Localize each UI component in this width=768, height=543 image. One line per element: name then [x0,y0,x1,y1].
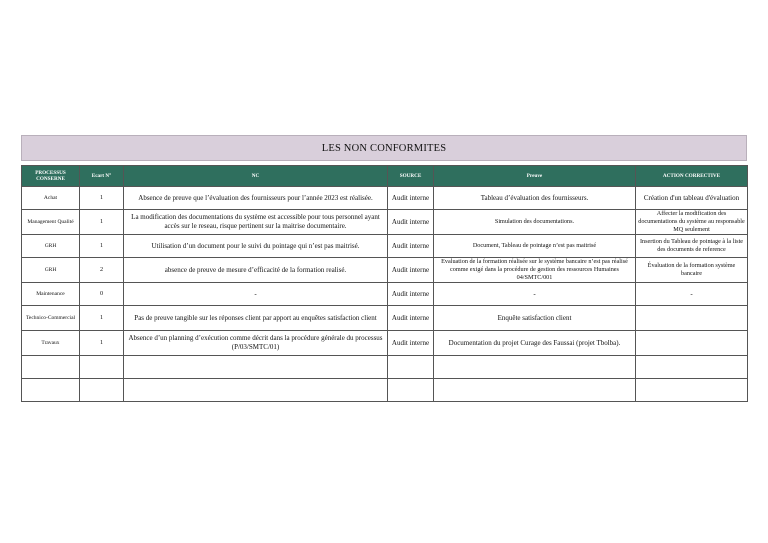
cell-nc: Pas de preuve tangible sur les réponses client par apport au enquêtes satisfaction client [124,306,388,331]
cell-processus: Technico-Commercial [22,306,80,331]
table-row [22,258,748,283]
cell-source: Audit interne [388,235,434,258]
nonconformity-sheet [21,135,747,402]
cell-nc: - [124,283,388,306]
cell-ecart: 1 [80,306,124,331]
table-row [22,235,748,258]
empty-row [22,379,748,402]
cell-source: Audit interne [388,331,434,356]
cell-preuve: Documentation du projet Curage des Faussai (projet Tbolba). [434,331,636,356]
cell-processus: GRH [22,235,80,258]
cell-ecart: 1 [80,235,124,258]
table-row [22,306,748,331]
cell-action: - [636,283,748,306]
table-row [22,210,748,235]
empty-row [22,356,748,379]
empty-cell [388,356,434,379]
cell-processus: Maintenance [22,283,80,306]
cell-nc: absence de preuve de mesure d’efficacité de la formation realisé. [124,258,388,283]
nonconformity-table [21,165,748,402]
cell-preuve: Tableau d’évaluation des fournisseurs. [434,187,636,210]
cell-action: Affecter la modification des documentations du système au responsable MQ seulement [636,210,748,235]
empty-cell [434,379,636,402]
cell-processus: Management Qualité [22,210,80,235]
cell-processus: GRH [22,258,80,283]
table-row [22,283,748,306]
cell-nc: Absence d’un planning d’exécution comme décrit dans la procédure générale du processus (P/03/SMTC/01) [124,331,388,356]
cell-action [636,331,748,356]
cell-source: Audit interne [388,187,434,210]
table-header-row [22,166,748,187]
header-processus: PROCESSUS CONSERNE [22,166,80,187]
empty-cell [22,379,80,402]
cell-action: Évaluation de la formation système bancaire [636,258,748,283]
header-nc: NC [124,166,388,187]
cell-nc: Utilisation d’un document pour le suivi du pointage qui n’est pas maitrisé. [124,235,388,258]
empty-cell [124,356,388,379]
cell-action: Création d'un tableau d'évaluation [636,187,748,210]
header-ecart: Ecart N° [80,166,124,187]
cell-processus: Travaux [22,331,80,356]
cell-action [636,306,748,331]
header-action: ACTION CORRECTIVE [636,166,748,187]
table-row [22,187,748,210]
cell-preuve: Document, Tableau de pointage n’est pas maitrisé [434,235,636,258]
cell-nc: Absence de preuve que l’évaluation des fournisseurs pour l’année 2023 est réalisée. [124,187,388,210]
cell-source: Audit interne [388,210,434,235]
empty-cell [636,379,748,402]
cell-ecart: 1 [80,187,124,210]
cell-preuve: Simulation des documentations. [434,210,636,235]
table-row [22,331,748,356]
cell-nc: La modification des documentations du système est accessible pour tous personnel ayant accès sur le reseau, risque pertinent sur la maitrise documentaire. [124,210,388,235]
sheet-title: LES NON CONFORMITES [21,135,747,161]
cell-source: Audit interne [388,258,434,283]
header-source: SOURCE [388,166,434,187]
header-preuve: Preuve [434,166,636,187]
cell-ecart: 1 [80,210,124,235]
cell-preuve: Evaluation de la formation réalisée sur le système bancaire n’est pas réalisé comme exigé dans la procédure de gestion des ressources Humaines 04/SMTC/001 [434,258,636,283]
cell-source: Audit interne [388,306,434,331]
empty-cell [388,379,434,402]
cell-ecart: 2 [80,258,124,283]
cell-action: Insertion du Tableau de pointage à la liste des documents de reference [636,235,748,258]
empty-cell [124,379,388,402]
empty-cell [22,356,80,379]
empty-cell [80,356,124,379]
cell-ecart: 1 [80,331,124,356]
empty-cell [636,356,748,379]
cell-processus: Achat [22,187,80,210]
empty-cell [80,379,124,402]
cell-ecart: 0 [80,283,124,306]
cell-preuve: Enquête satisfaction client [434,306,636,331]
empty-cell [434,356,636,379]
cell-preuve: - [434,283,636,306]
cell-source: Audit interne [388,283,434,306]
